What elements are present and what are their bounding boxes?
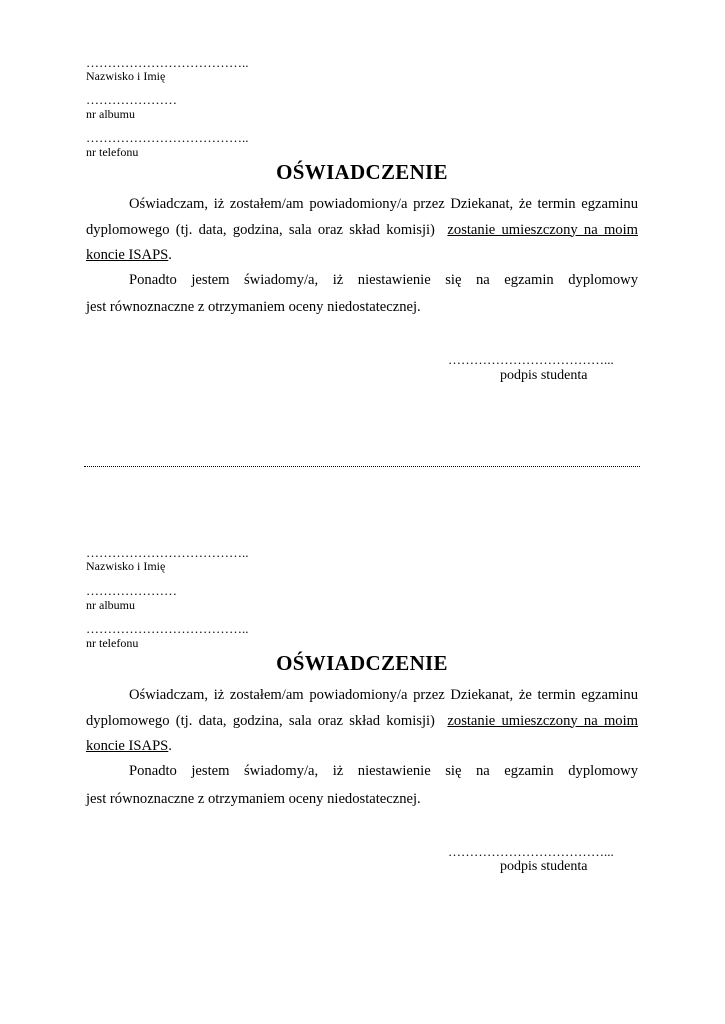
underlined-text: zostanie umieszczony na moim koncie ISAPS	[86, 221, 638, 263]
paragraph-absence	[86, 268, 638, 294]
name-label: Nazwisko i Imię	[86, 69, 166, 83]
name-dots: ………………………………..	[86, 55, 249, 70]
phone-dots: ………………………………..	[86, 621, 249, 636]
underlined-text: zostanie umieszczony na moim koncie ISAPS	[86, 712, 638, 754]
paragraph-text: Oświadczam, iż zostałem/am powiadomiony/a przez Dziekanat, że termin egzaminu dyplomowego (tj. data, godzina, sala oraz skład komisji)	[86, 687, 638, 729]
album-label: nr albumu	[86, 598, 135, 612]
paragraph-text: Ponadto jestem świadomy/a, iż niestawienie się na egzamin dyplomowy	[129, 272, 638, 288]
signature-dots: ………………………………...	[448, 352, 614, 367]
paragraph-end: .	[168, 247, 172, 263]
phone-label: nr telefonu	[86, 636, 139, 650]
signature-dots: ………………………………...	[448, 844, 614, 859]
signature-label: podpis studenta	[500, 859, 588, 874]
paragraph-absence	[86, 759, 638, 785]
album-dots: …………………	[86, 583, 177, 598]
signature-label: podpis studenta	[500, 368, 588, 383]
phone-dots: ………………………………..	[86, 130, 249, 145]
cut-line-divider	[84, 466, 640, 467]
album-dots: …………………	[86, 92, 177, 107]
name-label: Nazwisko i Imię	[86, 559, 166, 573]
name-dots: ………………………………..	[86, 545, 249, 560]
paragraph-absence-cont: jest równoznaczne z otrzymaniem oceny niedostatecznej.	[86, 791, 421, 807]
paragraph-notification	[86, 683, 638, 760]
paragraph-absence-cont: jest równoznaczne z otrzymaniem oceny niedostatecznej.	[86, 299, 421, 315]
page-title: OŚWIADCZENIE	[276, 160, 448, 184]
page-title: OŚWIADCZENIE	[276, 651, 448, 675]
paragraph-text: Oświadczam, iż zostałem/am powiadomiony/a przez Dziekanat, że termin egzaminu dyplomowego (tj. data, godzina, sala oraz skład komisji)	[86, 196, 638, 238]
phone-label: nr telefonu	[86, 145, 139, 159]
paragraph-notification	[86, 192, 638, 269]
paragraph-end: .	[168, 738, 172, 754]
paragraph-text: Ponadto jestem świadomy/a, iż niestawienie się na egzamin dyplomowy	[129, 763, 638, 779]
album-label: nr albumu	[86, 107, 135, 121]
